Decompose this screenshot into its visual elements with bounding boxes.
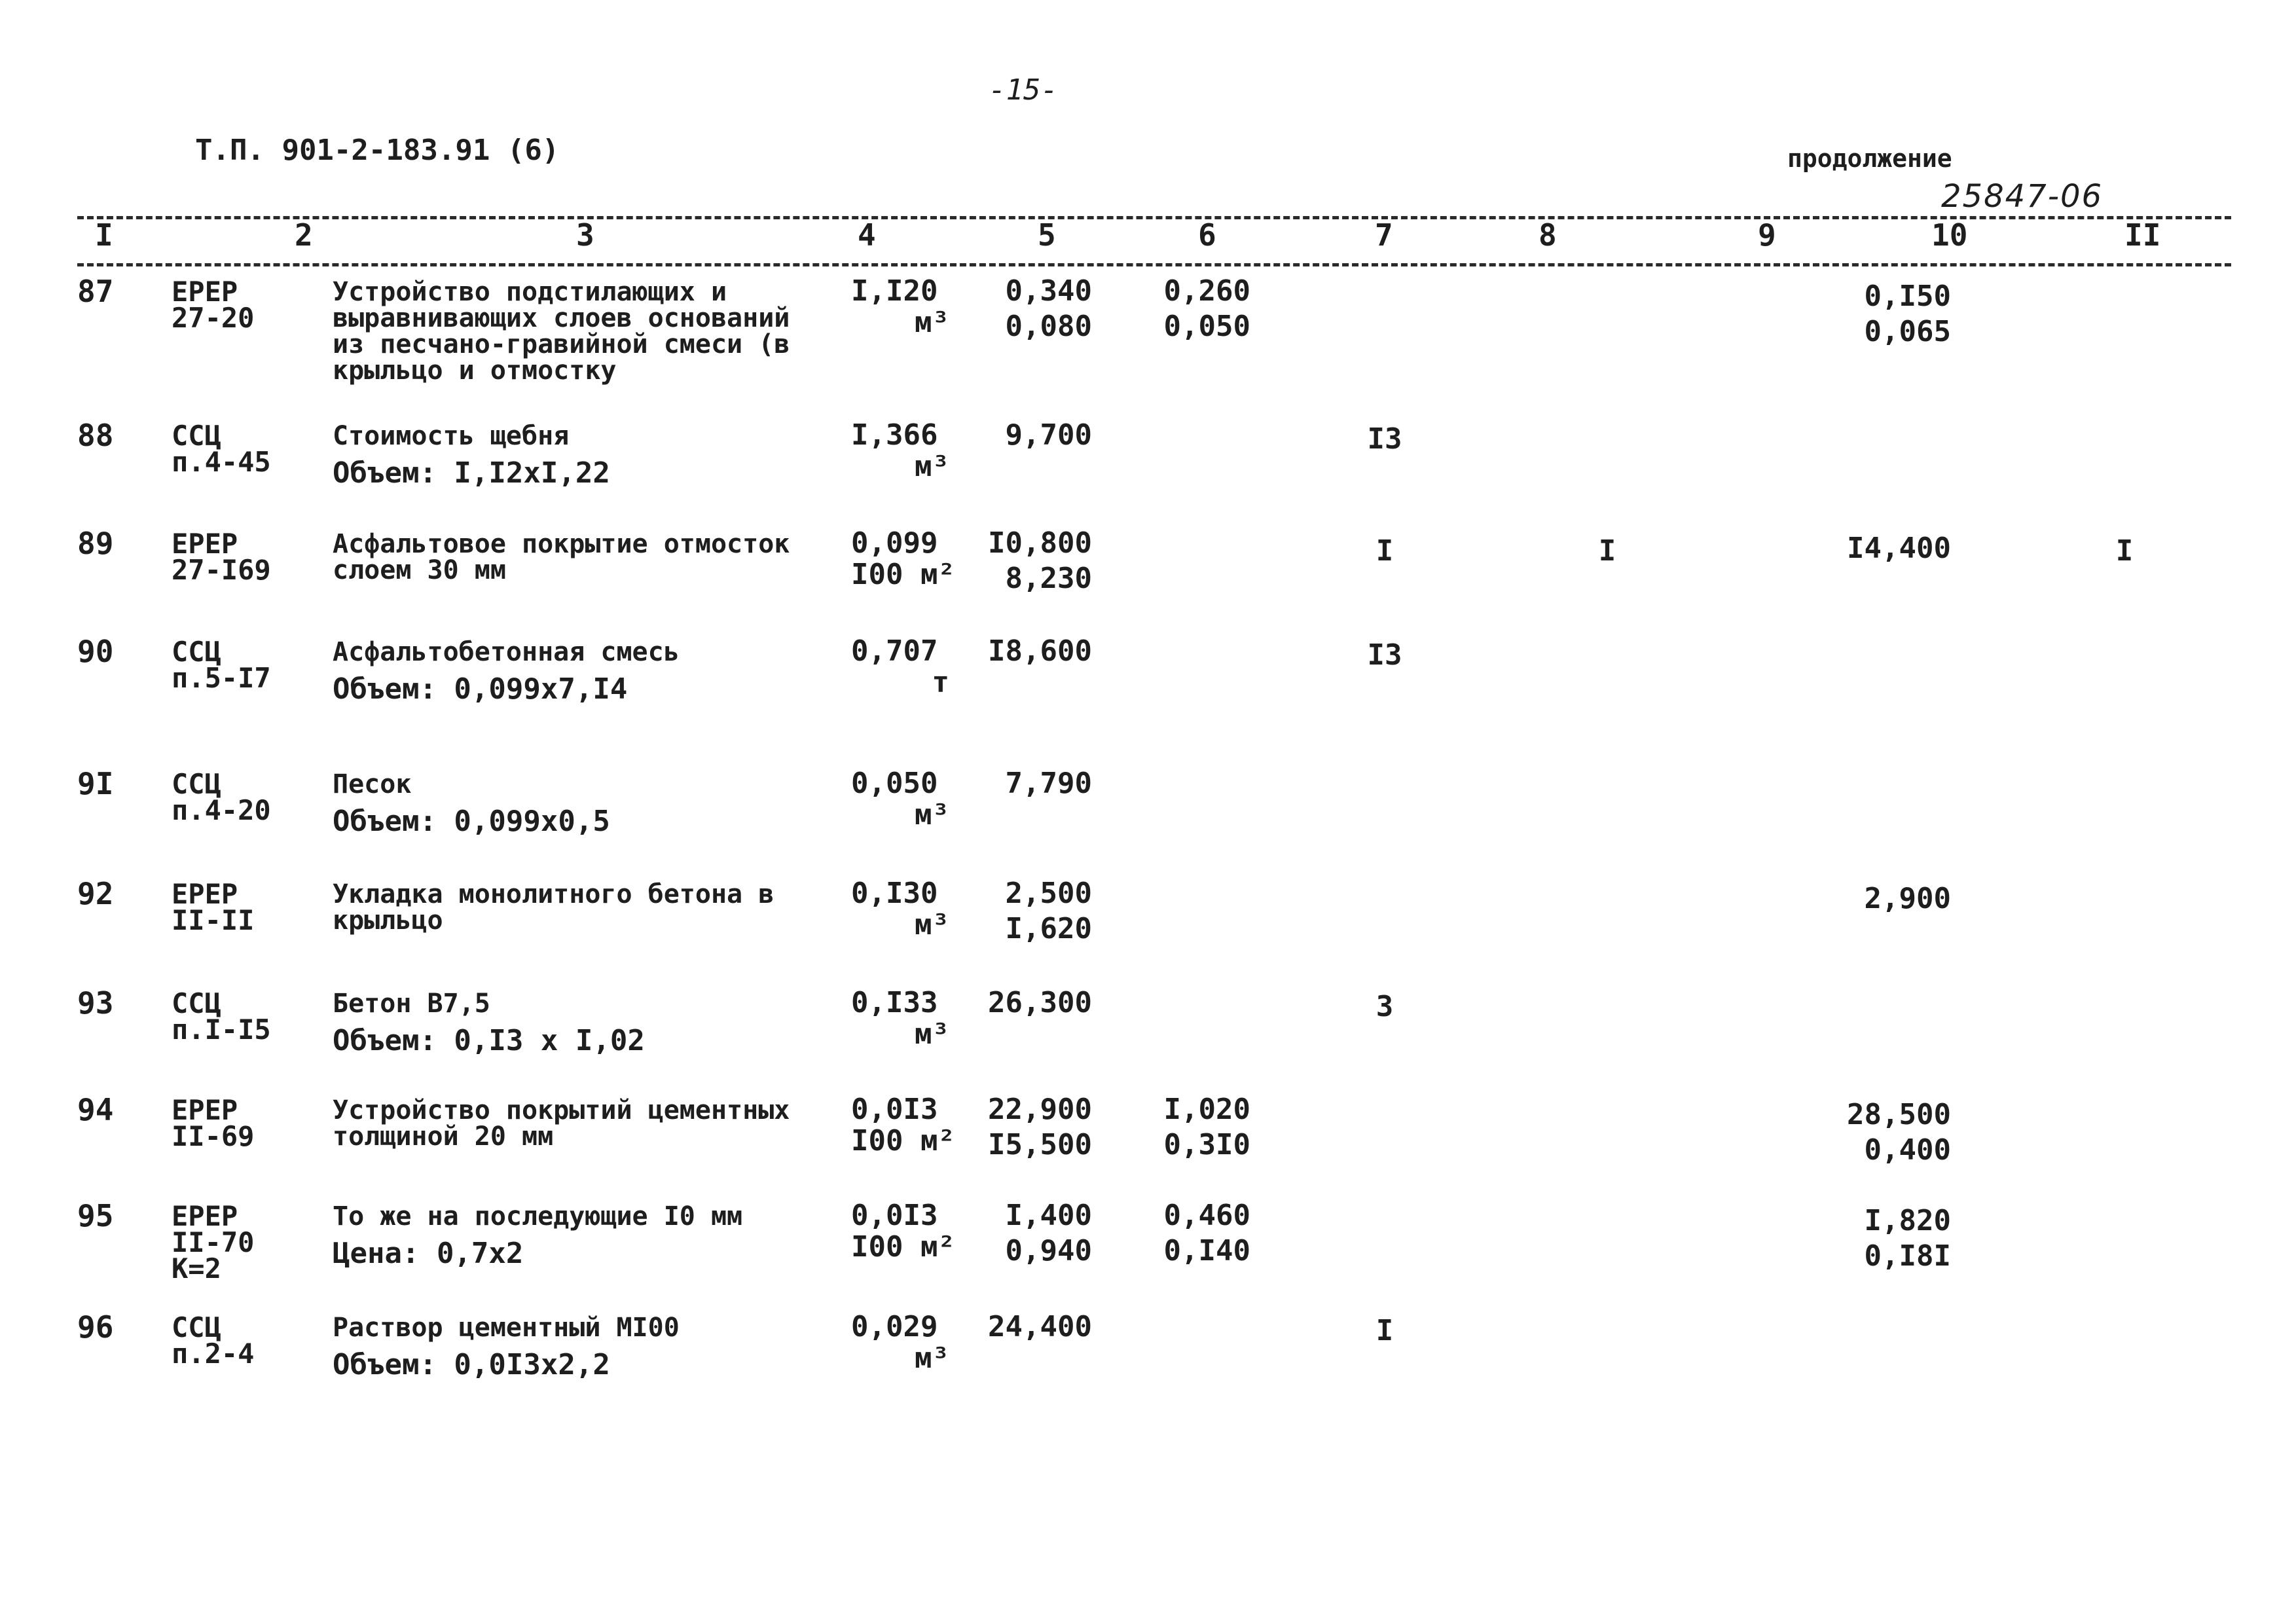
quantity: 0,707: [851, 634, 938, 668]
column-7-value: I3: [1367, 422, 1402, 456]
rate-reference: ССЦ п.2-4: [172, 1311, 255, 1370]
column-7-value: I3: [1367, 638, 1402, 672]
volume-formula: Объем: 0,099x7,I4: [333, 672, 628, 706]
column-header-2: 2: [295, 217, 313, 253]
continuation-label: продолжение: [1787, 144, 1952, 173]
rate-reference: ЕРЕР 27-20: [172, 276, 255, 334]
column-header-10: 10: [1931, 217, 1968, 253]
column-7-value: I: [1376, 534, 1394, 568]
quantity: 0,I30: [851, 877, 938, 910]
wage-cost: 0,460 0,I40: [1163, 1199, 1250, 1267]
page-number: -15-: [989, 73, 1058, 107]
header-bottom-rule: [77, 263, 2231, 266]
work-description: Раствор цементный МI00: [333, 1313, 680, 1343]
column-7-value: I: [1376, 1314, 1394, 1347]
quantity: 0,099: [851, 526, 938, 560]
row-number: 95: [77, 1198, 114, 1233]
column-8-value: I: [1598, 534, 1616, 568]
unit-cost: 2,500 I,620: [1005, 877, 1092, 945]
work-description: Асфальтобетонная смесь: [333, 637, 680, 667]
unit: м³: [915, 908, 949, 941]
column-header-8: 8: [1539, 217, 1557, 253]
quantity: 0,0I3: [851, 1093, 938, 1126]
document-code-handwritten: 25847-06: [1941, 178, 2104, 215]
wage-cost: I,020 0,3I0: [1163, 1093, 1250, 1161]
rate-reference: ССЦ п.5-I7: [172, 636, 271, 694]
unit: м³: [915, 1341, 949, 1375]
unit-cost: I0,800 8,230: [988, 526, 1092, 595]
unit-cost: 9,700: [1005, 418, 1092, 452]
unit: м³: [915, 1017, 949, 1051]
quantity: 0,0I3: [851, 1199, 938, 1232]
unit-cost: 24,400: [988, 1310, 1092, 1343]
rate-reference: ЕРЕР II-II: [172, 878, 255, 936]
work-description: Бетон В7,5: [333, 989, 490, 1019]
column-header-7: 7: [1375, 217, 1393, 253]
row-number: 92: [77, 876, 114, 911]
document-code: Т.П. 901-2-183.91 (6): [195, 134, 560, 167]
rate-reference: ССЦ п.4-20: [172, 768, 271, 826]
volume-formula: Объем: 0,I3 x I,02: [333, 1024, 645, 1057]
wage-cost: 0,260 0,050: [1163, 274, 1250, 343]
rate-reference: ССЦ п.4-45: [172, 420, 271, 478]
header-top-rule: [77, 216, 2231, 219]
work-description: Асфальтовое покрытие отмосток слоем 30 мм: [333, 529, 790, 585]
work-description: Стоимость щебня: [333, 421, 570, 451]
column-10-value: I4,400: [1847, 532, 1951, 565]
column-header-4: 4: [858, 217, 876, 253]
unit: I00 м²: [851, 558, 955, 591]
column-10-value: 2,900: [1864, 882, 1951, 915]
unit: I00 м²: [851, 1124, 955, 1158]
rate-reference: ЕРЕР II-70 К=2: [172, 1200, 255, 1285]
row-number: 9I: [77, 766, 114, 801]
column-7-value: 3: [1376, 990, 1394, 1023]
unit: м³: [915, 306, 949, 339]
rate-reference: ЕРЕР II-69: [172, 1094, 255, 1152]
work-description: Укладка монолитного бетона в крыльцо: [333, 879, 774, 936]
unit: I00 м²: [851, 1230, 955, 1264]
column-header-9: 9: [1758, 217, 1776, 253]
column-header-5: 5: [1038, 217, 1056, 253]
column-10-value: 0,I50 0,065: [1864, 280, 1951, 348]
column-10-value: I,820 0,I8I: [1864, 1204, 1951, 1273]
work-description: То же на последующие I0 мм: [333, 1201, 743, 1231]
unit-cost: 26,300: [988, 986, 1092, 1019]
quantity: I,366: [851, 418, 938, 452]
unit-cost: 22,900 I5,500: [988, 1093, 1092, 1161]
row-number: 88: [77, 418, 114, 453]
rate-reference: ССЦ п.I-I5: [172, 987, 271, 1046]
work-description: Устройство подстилающих и выравнивающих слоев оснований из песчано-гравийной смеси (в крыльцо и отмостку: [333, 277, 790, 386]
volume-formula: Объем: 0,099x0,5: [333, 805, 610, 838]
column-header-6: 6: [1198, 217, 1216, 253]
quantity: 0,029: [851, 1310, 938, 1343]
unit: т: [932, 666, 949, 699]
column-header-1: I: [95, 217, 113, 253]
unit: м³: [915, 798, 949, 831]
row-number: 96: [77, 1309, 114, 1345]
volume-formula: Цена: 0,7x2: [333, 1237, 524, 1270]
row-number: 89: [77, 526, 114, 561]
column-header-11: II: [2124, 217, 2161, 253]
work-description: Устройство покрытий цементных толщиной 20 мм: [333, 1095, 790, 1152]
volume-formula: Объем: I,I2xI,22: [333, 456, 610, 490]
unit: м³: [915, 450, 949, 483]
row-number: 87: [77, 274, 114, 309]
rate-reference: ЕРЕР 27-I69: [172, 528, 271, 586]
row-number: 90: [77, 634, 114, 669]
row-number: 93: [77, 985, 114, 1021]
column-header-3: 3: [576, 217, 594, 253]
unit-cost: 7,790: [1005, 767, 1092, 800]
volume-formula: Объем: 0,0I3x2,2: [333, 1348, 610, 1381]
quantity: 0,050: [851, 767, 938, 800]
column-11-value: I: [2115, 534, 2134, 568]
unit-cost: 0,340 0,080: [1005, 274, 1092, 343]
unit-cost: I,400 0,940: [1005, 1199, 1092, 1267]
quantity: 0,I33: [851, 986, 938, 1019]
work-description: Песок: [333, 769, 412, 799]
column-10-value: 28,500 0,400: [1847, 1098, 1951, 1167]
unit-cost: I8,600: [988, 634, 1092, 668]
quantity: I,I20: [851, 274, 938, 308]
row-number: 94: [77, 1092, 114, 1127]
